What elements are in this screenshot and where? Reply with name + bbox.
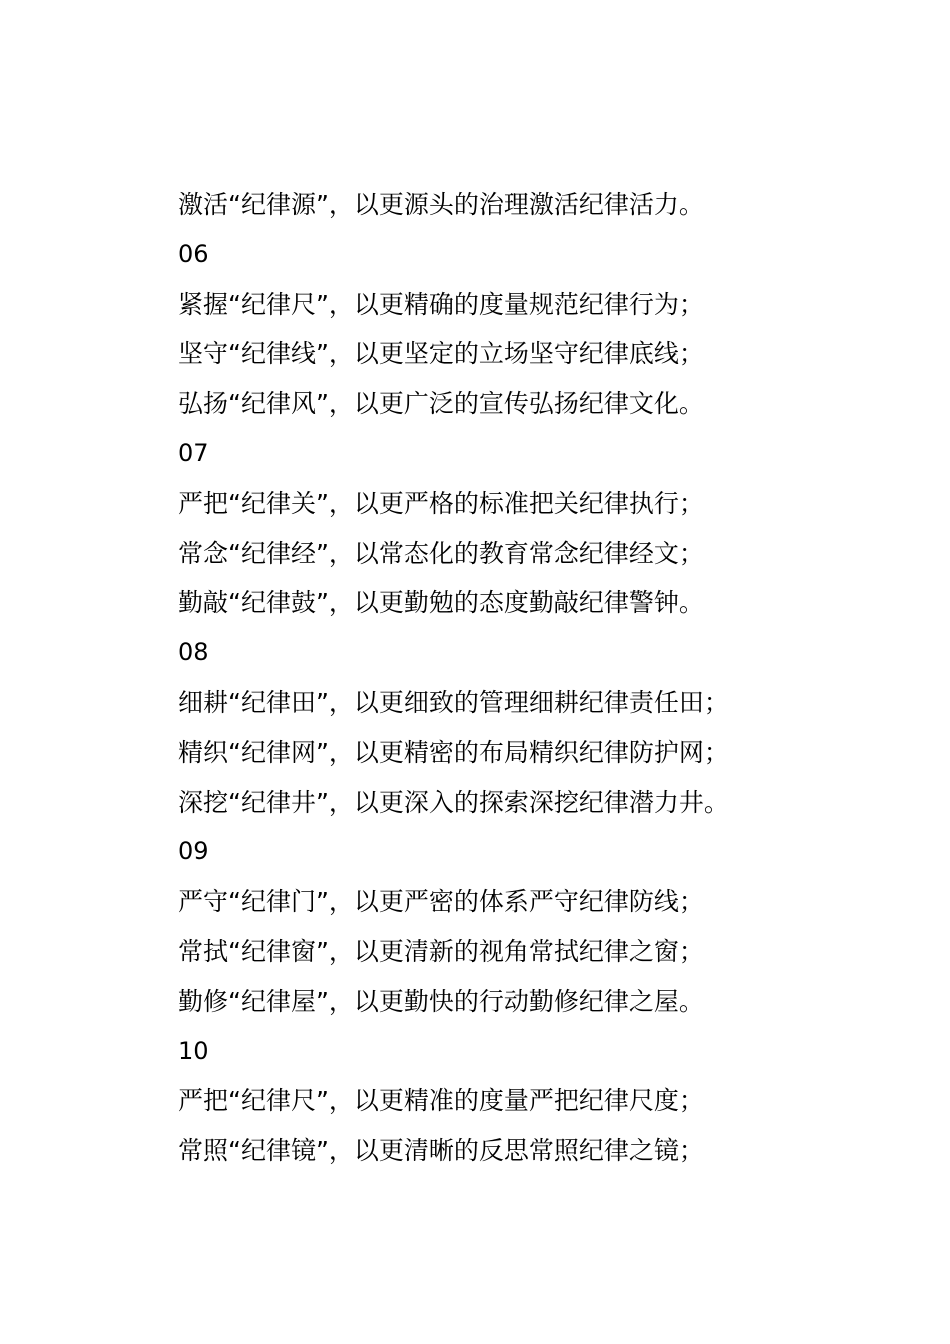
text-line: 勤修“纪律屋”，以更勤快的行动勤修纪律之屋。 [178,986,704,1016]
text-line: 常照“纪律镜”，以更清晰的反思常照纪律之镜； [178,1136,704,1166]
document-body [178,180,918,1176]
section-number: 09 [178,837,209,866]
section-number: 07 [178,438,209,467]
section-number: 06 [178,239,209,268]
section-number: 08 [178,638,209,667]
text-line: 激活“纪律源”，以更源头的治理激活纪律活力。 [178,190,704,219]
text-line: 坚守“纪律线”，以更坚定的立场坚守纪律底线； [178,339,704,369]
text-line: 严把“纪律尺”，以更精准的度量严把纪律尺度； [178,1086,704,1116]
text-line: 紧握“纪律尺”，以更精确的度量规范纪律行为； [178,289,704,319]
text-line: 弘扬“纪律风”，以更广泛的宣传弘扬纪律文化。 [178,389,704,419]
text-line: 细耕“纪律田”，以更细致的管理细耕纪律责任田； [178,687,729,717]
text-line: 严把“纪律关”，以更严格的标准把关纪律执行； [178,488,704,518]
section-number: 10 [178,1036,209,1065]
text-line: 严守“纪律门”，以更严密的体系严守纪律防线； [178,887,704,917]
text-line: 常念“纪律经”，以常态化的教育常念纪律经文； [178,538,704,568]
text-line: 勤敲“纪律鼓”，以更勤勉的态度勤敲纪律警钟。 [178,588,704,618]
text-line: 深挖“纪律井”，以更深入的探索深挖纪律潜力井。 [178,787,729,817]
text-line: 精织“纪律网”，以更精密的布局精织纪律防护网； [178,737,729,767]
text-line: 常拭“纪律窗”，以更清新的视角常拭纪律之窗； [178,936,704,966]
